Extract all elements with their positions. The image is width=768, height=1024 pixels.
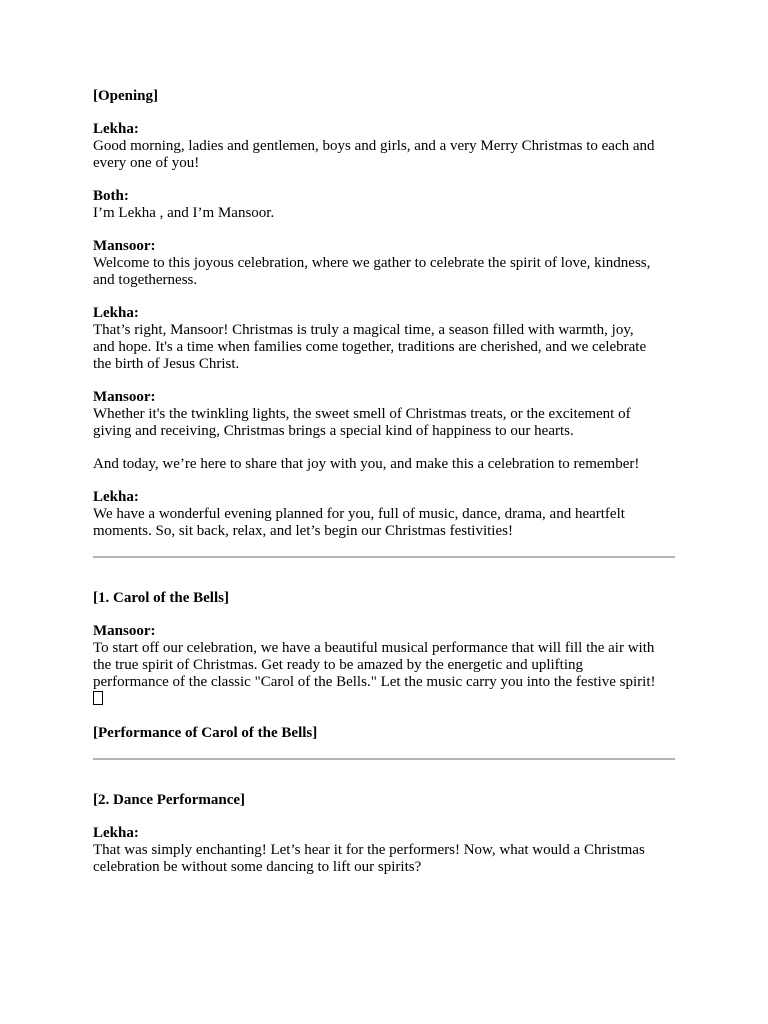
dialogue-line: I’m Lekha , and I’m Mansoor. <box>93 205 275 221</box>
dialogue-line: To start off our celebration, we have a beautiful musical performance that will fill the air with <box>93 640 655 656</box>
dialogue-line: Whether it's the twinkling lights, the sweet smell of Christmas treats, or the excitement of <box>93 406 631 422</box>
speaker-label: Lekha: <box>93 825 139 841</box>
dialogue-line: and togetherness. <box>93 272 198 288</box>
dialogue-line: giving and receiving, Christmas brings a special kind of happiness to our hearts. <box>93 423 574 439</box>
performance-note: [Performance of Carol of the Bells] <box>93 725 318 741</box>
dialogue-line: the birth of Jesus Christ. <box>93 356 240 372</box>
speaker-label: Lekha: <box>93 305 139 321</box>
speaker-label: Mansoor: <box>93 238 156 254</box>
dialogue-line: the true spirit of Christmas. Get ready to be amazed by the energetic and uplifting <box>93 657 583 673</box>
dialogue-line: Good morning, ladies and gentlemen, boys and girls, and a very Merry Christmas to each and <box>93 138 655 154</box>
dialogue-paragraph: And today, we’re here to share that joy with you, and make this a celebration to remember! <box>93 456 640 472</box>
section-heading-opening: [Opening] <box>93 88 159 104</box>
speaker-label: Lekha: <box>93 121 139 137</box>
document-body <box>93 88 675 876</box>
dialogue-line: and hope. It's a time when families come together, traditions are cherished, and we celebrate <box>93 339 647 355</box>
dialogue-line: moments. So, sit back, relax, and let’s begin our Christmas festivities! <box>93 523 513 539</box>
dialogue-line: celebration be without some dancing to lift our spirits? <box>93 859 422 875</box>
dialogue-line: every one of you! <box>93 155 200 171</box>
section-heading-carol: [1. Carol of the Bells] <box>93 590 229 606</box>
dialogue-line: That was simply enchanting! Let’s hear it for the performers! Now, what would a Christmas <box>93 842 645 858</box>
dialogue-line: We have a wonderful evening planned for you, full of music, dance, drama, and heartfelt <box>93 506 625 522</box>
dialogue-line: performance of the classic "Carol of the Bells." Let the music carry you into the festive spirit! <box>93 674 656 690</box>
dialogue-line: Welcome to this joyous celebration, where we gather to celebrate the spirit of love, kindness, <box>93 255 651 271</box>
speaker-label: Mansoor: <box>93 389 156 405</box>
speaker-label: Both: <box>93 188 129 204</box>
speaker-label: Mansoor: <box>93 623 156 639</box>
section-heading-dance: [2. Dance Performance] <box>93 792 246 808</box>
speaker-label: Lekha: <box>93 489 139 505</box>
missing-glyph-icon <box>93 691 103 705</box>
dialogue-line: That’s right, Mansoor! Christmas is truly a magical time, a season filled with warmth, joy, <box>93 322 634 338</box>
missing-glyph-line <box>93 691 675 709</box>
